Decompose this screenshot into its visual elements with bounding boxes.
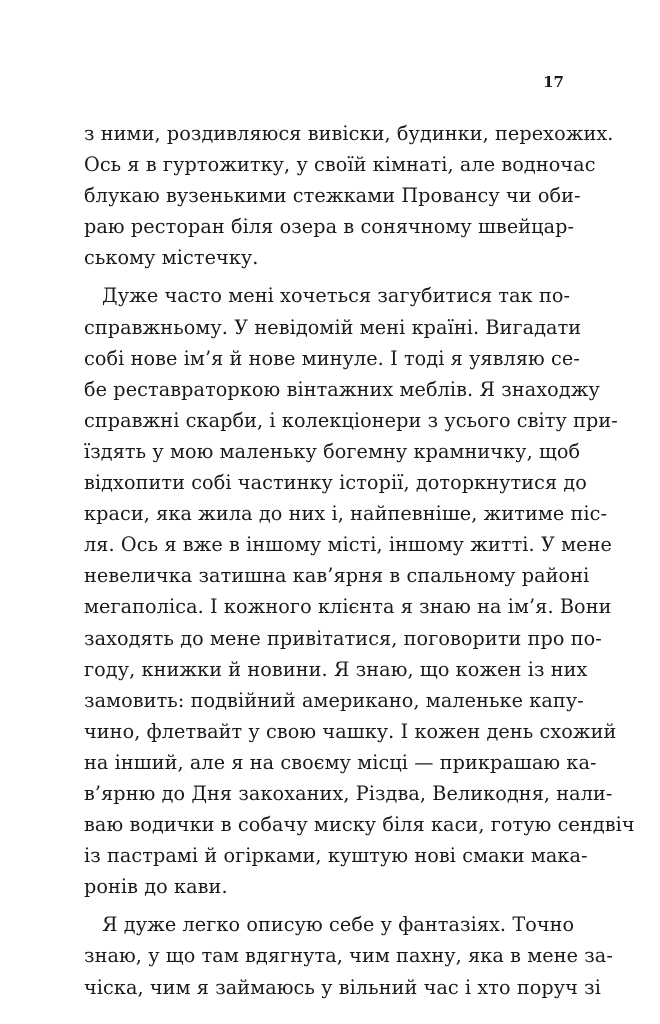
text-line: справжні скарби, і колекціонери з усього світу при- <box>84 408 618 432</box>
text-line: відхопити собі частинку історії, доторкнутися до <box>84 471 587 495</box>
text-line: невеличка затишна кав’ярня в спальному районі <box>84 564 590 588</box>
text-line: бе реставраторкою вінтажних меблів. Я знаходжу <box>84 377 600 401</box>
text-line: замовить: подвійний американо, маленьке капу- <box>84 688 584 712</box>
text-line: ському містечку. <box>84 246 259 270</box>
text-line: году, книжки й новини. Я знаю, що кожен із них <box>84 657 588 681</box>
text-line: чино, флетвайт у свою чашку. І кожен день схожий <box>84 719 617 743</box>
text-line: блукаю вузенькими стежками Провансу чи оби- <box>84 184 581 208</box>
text-line: із пастрамі й огірками, куштую нові смаки мака- <box>84 844 588 868</box>
text-line: знаю, у що там вдягнута, чим пахну, яка в мене за- <box>84 944 613 968</box>
text-line: ронів до кави. <box>84 875 228 899</box>
text-line: в’ярню до Дня закоханих, Різдва, Великодня, нали- <box>84 781 613 805</box>
text-line: ваю водички в собачу миску біля каси, готую сендвіч <box>84 813 635 837</box>
text-line: ля. Ось я вже в іншому місті, іншому житті. У мене <box>84 533 612 557</box>
body-text <box>84 118 635 1003</box>
text-line: мегаполіса. І кожного клієнта я знаю на ім’я. Вони <box>84 595 612 619</box>
text-line: з ними, роздивляюся вивіски, будинки, перехожих. <box>84 122 614 145</box>
text-line: раю ресторан біля озера в сонячному швейцар- <box>84 215 575 239</box>
text-line: їздять у мою маленьку богемну крамничку, щоб <box>84 439 581 463</box>
text-line: Ось я в гуртожитку, у своїй кімнаті, але водночас <box>84 153 596 177</box>
text-line: Дуже часто мені хочеться загубитися так по- <box>102 284 571 308</box>
text-line: Я дуже легко описую себе у фантазіях. Точно <box>102 913 575 937</box>
text-line: собі нове ім’я й нове минуле. І тоді я уявляю се- <box>84 346 580 370</box>
text-line: краси, яка жила до них і, найпевніше, житиме піс- <box>84 502 608 526</box>
page-number: 17 <box>543 73 564 91</box>
text-line: на інший, але я на своєму місці — прикрашаю ка- <box>84 750 597 774</box>
text-line: заходять до мене привітатися, поговорити про по- <box>84 626 602 650</box>
text-line: справжньому. У невідомій мені країні. Вигадати <box>84 315 582 339</box>
text-line: чіска, чим я займаюсь у вільний час і хто поруч зі <box>84 975 601 999</box>
